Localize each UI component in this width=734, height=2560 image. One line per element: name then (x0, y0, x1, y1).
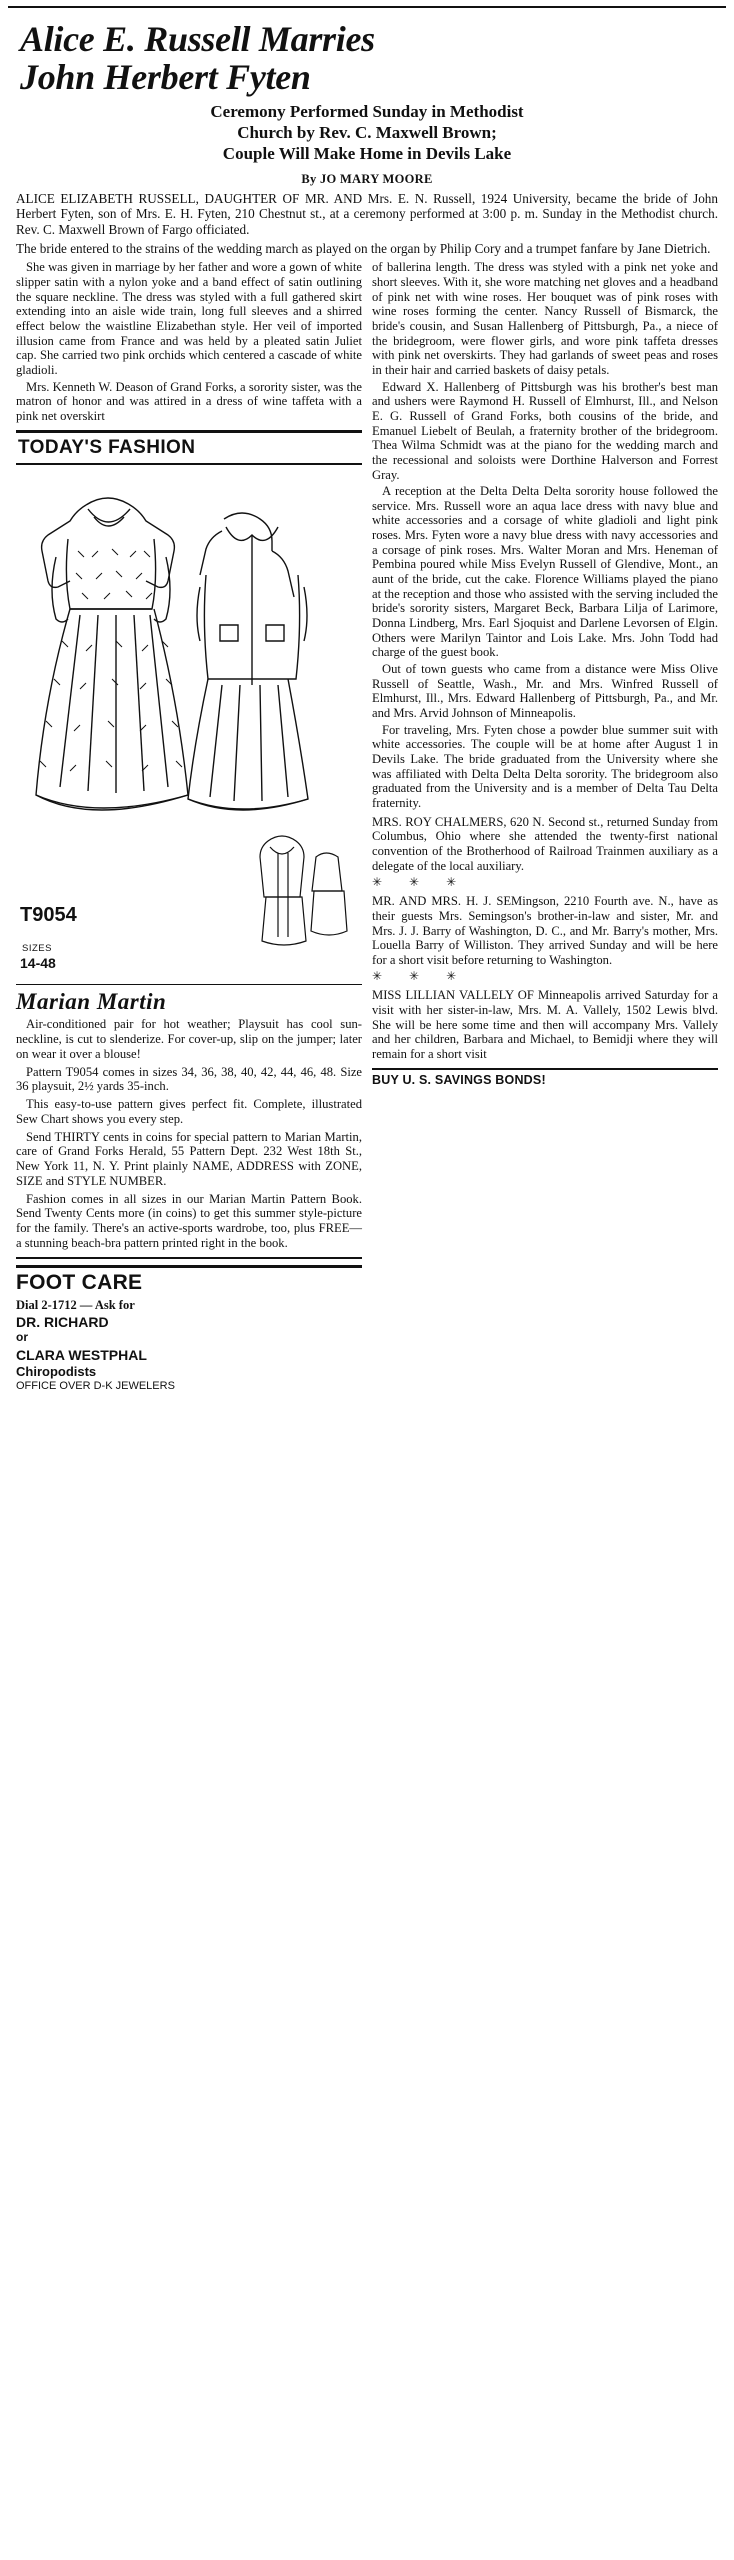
pattern-sizes-label: SIZES (22, 942, 52, 954)
brief-text-2: MR. AND MRS. H. J. SEMingson, 2210 Fourth ave. N., have as their guests Mrs. Semingson's brother-in-law and sister, Mr. and Mrs. J. J. Barry of Washington, D. C., and Mr. Barry's mother, Mrs. Louella Barry of Williston. They arrived Sunday and will be here for a short visit before returning to Washington. (372, 894, 718, 967)
todays-fashion-box (16, 430, 362, 1260)
headline-line-2: John Herbert Fyten (20, 57, 311, 98)
brief-text-3: MISS LILLIAN VALLELY OF Minneapolis arrived Saturday for a visit with her sister-in-law, Mrs. M. A. Vallely, 1502 Lewis blvd. She will be here some time and then will accompany Mrs. Vallely and her children, Barbara and Michael, to Bemidji where they will remain for a short visit (372, 988, 718, 1062)
pattern-code: T9054 (20, 904, 77, 927)
foot-care-dial-line: Dial 2-1712 — Ask for (16, 1297, 135, 1312)
star-divider-2: ✳ ✳ ✳ (372, 969, 469, 984)
brief-item-2 (372, 894, 718, 967)
right-paragraph-4: Out of town guests who came from a distance were Miss Olive Russell of Seattle, Wash., Mr. and Mrs. Winfred Russell of Elmhurst, Ill., Mrs. Edward Hallenberg of Pittsburgh, Pa., and Mr. and Mrs. Arvid Johnson of Minneapolis. (372, 662, 718, 721)
subheadline-line-2: Church by Rev. C. Maxwell Brown; (237, 123, 497, 143)
fashion-paragraph-4: Send THIRTY cents in coins for special pattern to Marian Martin, care of Grand Forks Herald, 55 Pattern Dept. 232 West 18th St., New York 11, N. Y. Print plainly NAME, ADDRESS with ZONE, SIZE and STYLE NUMBER. (16, 1129, 362, 1188)
left-column (16, 260, 362, 1392)
left-paragraph-2: Mrs. Kenneth W. Deason of Grand Forks, a sorority sister, was the matron of honor and was attired in a dress of wine taffeta with a pink net overskirt (16, 379, 362, 423)
fashion-copy (16, 1017, 362, 1257)
brief-item-3 (372, 988, 718, 1061)
designer-signature: Marian Martin (16, 988, 167, 1014)
subheadline-line-1: Ceremony Performed Sunday in Methodist (210, 102, 524, 122)
right-paragraph-2: Edward X. Hallenberg of Pittsburgh was his brother's best man and ushers were Raymond H. Russell of Elmhurst, Ill., and Nelson E. G. Russell of Grand Forks, both cousins of the bride, and Emanuel Liebelt of Beulah, a fraternity brother of the bridegroom. Thea Wilma Schmidt was at the piano for the wedding march and the recessional and soloists were Dorthine Halverson and Forrest Gray. (372, 379, 718, 482)
lead-paragraphs (16, 191, 718, 257)
foot-care-profession: Chiropodists (16, 1363, 97, 1379)
fashion-paragraph-1: Air-conditioned pair for hot weather; Playsuit has cool sun-neckline, is cut to slenderize. For cover-up, slip on the jumper; later on wear it over a blouse! (16, 1017, 362, 1061)
lead-paragraph-2: The bride entered to the strains of the wedding march as played on the organ by Philip Cory and a trumpet fanfare by Jane Dietrich. (16, 240, 711, 256)
fabric-print-marks (40, 549, 182, 771)
right-paragraph-1: of ballerina length. The dress was styled with a pink net yoke and short sleeves. With it, she wore matching net gloves and a headband of pink net with wine roses. Her bouquet was of pink roses with wine roses forming the center. Nancy Russell of Bismarck, the bride's cousin, and Susan Hallenberg of Pittsburgh, Pa., a niece of the bridegroom, were flower girls, and wore pink taffeta dresses with pink net overskirts. They had garlands of sweet peas and roses in their hair and carried baskets of daisy petals. (372, 260, 718, 377)
foot-care-address: OFFICE OVER D-K JEWELERS (16, 1379, 175, 1392)
brief-item-1 (372, 815, 718, 874)
fashion-paragraph-5: Fashion comes in all sizes in our Marian Martin Pattern Book. Send Twenty Cents more (in coins) to get this summer style-picture for the family. There's an active-sports wardrobe, too, plus FREE—a stunning beach-bra pattern printed right in the book. (16, 1191, 362, 1250)
star-divider-1: ✳ ✳ ✳ (372, 875, 469, 890)
headline-line-1: Alice E. Russell Marries (20, 19, 375, 59)
right-paragraph-5: For traveling, Mrs. Fyten chose a powder blue summer suit with white accessories. The couple will be at home after August 1 in Devils Lake. The bride graduated from the University where she was affiliated with Delta Delta Delta sorority. The bridegroom also graduated from the University and is a member of Delta Tau Delta fraternity. (372, 722, 718, 810)
left-paragraph-1: She was given in marriage by her father and wore a gown of white slipper satin with a nylon yoke and a band effect of satin outlining the square neckline. The dress was styled with a full gathered skirt extending into an aisle wide train, long full sleeves and a shirred effect below the waistline Elizabethan style. Her veil of imported illusion came from France and was held by a pleated satin Juliet cap. She carried two pink orchids which centered a cascade of white gladioli. (16, 260, 362, 377)
byline: By JO MARY MOORE (301, 171, 433, 186)
todays-fashion-title: TODAY'S FASHION (16, 433, 362, 465)
foot-care-ad (16, 1265, 362, 1392)
foot-care-title: FOOT CARE (16, 1271, 143, 1295)
foot-care-doctor-2: CLARA WESTPHAL (16, 1346, 147, 1363)
fashion-paragraph-3: This easy-to-use pattern gives perfect fit. Complete, illustrated Sew Chart shows you every step. (16, 1097, 362, 1126)
pattern-size-range: 14-48 (20, 955, 56, 972)
subheadline-line-3: Couple Will Make Home in Devils Lake (222, 143, 512, 163)
savings-bonds-line: BUY U. S. SAVINGS BONDS! (372, 1068, 718, 1088)
fashion-paragraph-2: Pattern T9054 comes in sizes 34, 36, 38, 40, 42, 44, 46, 48. Size 36 playsuit, 2½ yards 35-inch. (16, 1064, 362, 1094)
page-title (20, 20, 718, 96)
brief-text-1: MRS. ROY CHALMERS, 620 N. Second st., returned Sunday from Columbus, Ohio where she attended the twenty-first national convention of the Brotherhood of Railroad Trainmen auxiliary as a delegate of the local auxiliary. (372, 814, 718, 873)
fashion-illustration (16, 465, 362, 985)
foot-care-or: or (16, 1329, 28, 1344)
lead-paragraph-1: ALICE ELIZABETH RUSSELL, DAUGHTER OF MR. AND Mrs. E. N. Russell, 1924 University, became the bride of John Herbert Fyten, son of Mrs. E. H. Fyten, 210 Chestnut st., at a ceremony performed at 3:00 p. m. Sunday in the Methodist church. Rev. C. Maxwell Brown of Fargo officiated. (16, 190, 718, 237)
body-columns (16, 260, 718, 1392)
subheadline (40, 102, 694, 164)
foot-care-doctor-1: DR. RICHARD (16, 1314, 109, 1331)
right-column (372, 260, 718, 1087)
right-paragraph-3: A reception at the Delta Delta Delta sorority house followed the service. Mrs. Russell wore an aqua lace dress with navy blue and white accessories and a corsage of white gladioli and light pink roses. Mrs. Fyten wore a navy blue dress with navy accessories and a corsage of pink roses. Mrs. Walter Moran and Mrs. Heneman of Pembina poured while Miss Evelyn Russell of Glendive, Mont., an aunt of the bride, cut the cake. Florence Williams played the piano at the reception and those who assisted with the serving included the bride's sorority sisters, Margaret Beck, Barbara Lilja of Larimore, Donna Lindberg, Mrs. Earl Sjoquist and Darlene Levorsen of Elgin. Others were Marilyn Taintor and Lois Lake. Mrs. John Todd had charge of the guest book. (372, 484, 718, 660)
